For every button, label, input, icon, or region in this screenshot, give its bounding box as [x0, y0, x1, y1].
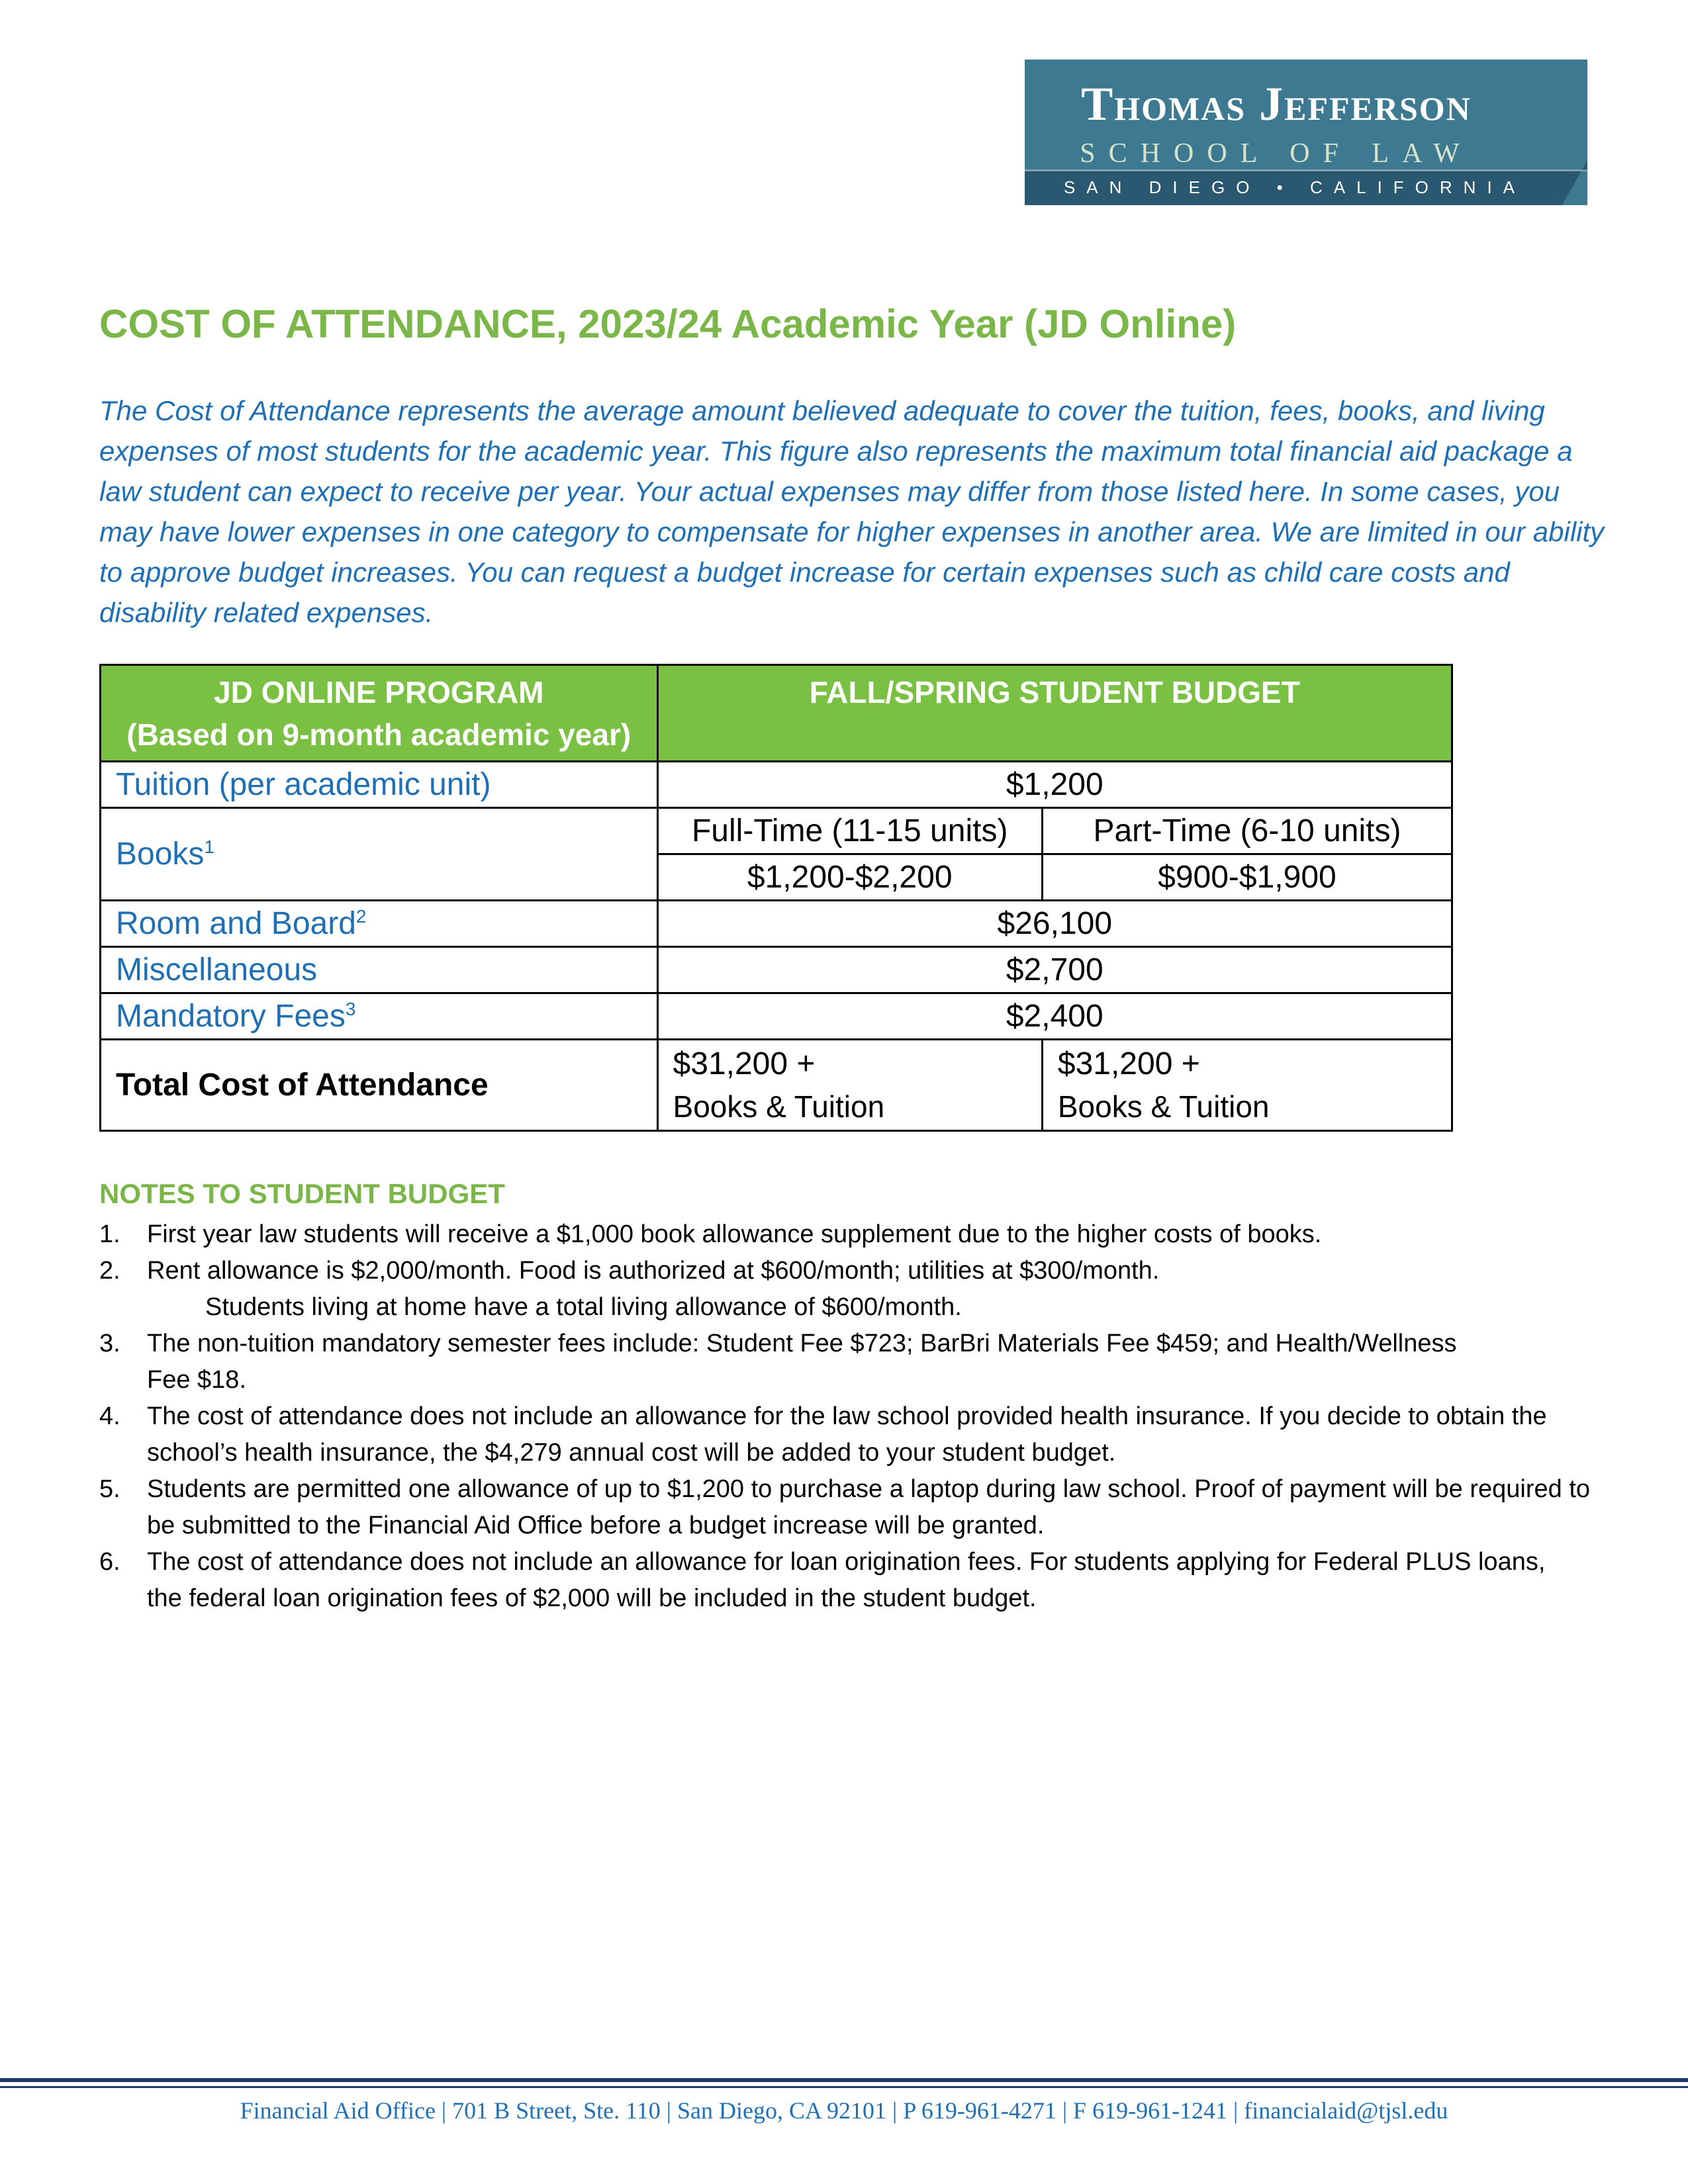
school-logo [1025, 60, 1587, 205]
header-program-title: JD ONLINE PROGRAM [214, 675, 544, 709]
books-fulltime-value: $1,200-$2,200 [657, 854, 1042, 901]
room-label: Room and Board [116, 906, 356, 941]
header-program [101, 665, 658, 762]
room-value: $26,100 [657, 901, 1452, 947]
books-parttime-label: Part-Time (6-10 units) [1042, 808, 1452, 854]
books-parttime-value: $900-$1,900 [1042, 854, 1452, 901]
page-title: COST OF ATTENDANCE, 2023/24 Academic Year (JD Online) [99, 302, 1237, 346]
table-row-room-board [101, 901, 1452, 947]
table-header-row [101, 665, 1452, 762]
list-item [99, 1326, 1622, 1398]
total-fulltime-note: Books & Tuition [673, 1089, 885, 1124]
books-label: Books [116, 837, 205, 872]
list-item [99, 1544, 1622, 1617]
notes-list [99, 1216, 1622, 1617]
books-footnote: 1 [204, 837, 214, 857]
note-text: First year law students will receive a $1,000 book allowance supplement due to the higher costs of books. [147, 1220, 1322, 1248]
fees-footnote: 3 [345, 999, 356, 1019]
note-subtext: Students living at home have a total living allowance of $600/month. [205, 1293, 962, 1321]
note-number: 2. [99, 1257, 120, 1285]
list-item [99, 1253, 1622, 1326]
logo-school-of-law: SCHOOL OF LAW [1080, 138, 1473, 169]
list-item [99, 1471, 1622, 1544]
misc-label: Miscellaneous [101, 947, 658, 993]
total-fulltime-amount: $31,200 + [673, 1046, 816, 1081]
room-footnote: 2 [355, 906, 367, 927]
note-number: 3. [99, 1330, 120, 1357]
footer-rule [0, 2078, 1688, 2082]
misc-value: $2,700 [657, 947, 1452, 993]
total-parttime-amount: $31,200 + [1057, 1046, 1200, 1081]
header-program-subtitle: (Based on 9-month academic year) [126, 717, 632, 752]
logo-school-name: Thomas Jefferson [1081, 77, 1472, 130]
note-text: The cost of attendance does not include an allowance for the law school provided health insurance. If you decide to obtain the school’s health insurance, the $4,279 annual cost will be added to your student budget. [147, 1402, 1547, 1467]
note-text: The cost of attendance does not include an allowance for loan origination fees. For students applying for Federal PLUS loans, the federal loan origination fees of $2,000 will be included in the student budget. [147, 1548, 1546, 1612]
tuition-label: Tuition (per academic unit) [101, 762, 658, 808]
notes-heading: NOTES TO STUDENT BUDGET [99, 1178, 505, 1209]
note-text: The non-tuition mandatory semester fees include: Student Fee $723; BarBri Materials Fee $459; and Health/Wellness Fee $18. [147, 1330, 1457, 1394]
fees-label-cell [101, 993, 658, 1040]
books-label-cell [101, 808, 658, 901]
note-number: 6. [99, 1548, 120, 1576]
header-budget: FALL/SPRING STUDENT BUDGET [657, 665, 1452, 762]
tuition-value: $1,200 [657, 762, 1452, 808]
table-row-books [101, 808, 1452, 854]
table-row-total [101, 1040, 1452, 1131]
note-text: Rent allowance is $2,000/month. Food is authorized at $600/month; utilities at $300/month. [147, 1257, 1160, 1285]
total-fulltime [657, 1040, 1042, 1131]
list-item [99, 1216, 1622, 1253]
fees-label: Mandatory Fees [116, 999, 346, 1034]
table-row-misc [101, 947, 1452, 993]
note-number: 1. [99, 1220, 120, 1248]
footer-rule-thin [0, 2086, 1688, 2088]
footer-contact: Financial Aid Office | 701 B Street, Ste. 110 | San Diego, CA 92101 | P 619-961-4271 | F 619-961-1241 | financialaid@tjsl.edu [240, 2097, 1448, 2124]
books-fulltime-label: Full-Time (11-15 units) [657, 808, 1042, 854]
table-row-tuition [101, 762, 1452, 808]
note-number: 5. [99, 1475, 120, 1503]
note-text: Students are permitted one allowance of up to $1,200 to purchase a laptop during law school. Proof of payment will be required to be submitted to the Financial Aid Office before a budget increase will be granted. [147, 1475, 1591, 1539]
budget-table [99, 664, 1453, 1132]
total-parttime-note: Books & Tuition [1057, 1089, 1270, 1124]
note-number: 4. [99, 1402, 120, 1430]
total-parttime [1042, 1040, 1452, 1131]
table-row-fees [101, 993, 1452, 1040]
fees-value: $2,400 [657, 993, 1452, 1040]
total-label: Total Cost of Attendance [101, 1040, 658, 1131]
intro-paragraph: The Cost of Attendance represents the average amount believed adequate to cover the tuition, fees, books, and living expenses of most students for the academic year. This figure also represents the maximum total financial aid package a law student can expect to receive per year. Your actual expenses may differ from those listed here. In some cases, you may have lower expenses in one category to compensate for higher expenses in another area. We are limited in our ability to approve budget increases. You can request a budget increase for certain expenses such as child care costs and disability related expenses. [99, 395, 1605, 628]
list-item [99, 1398, 1622, 1471]
logo-location: SAN DIEGO • CALIFORNIA [1063, 177, 1526, 197]
room-label-cell [101, 901, 658, 947]
